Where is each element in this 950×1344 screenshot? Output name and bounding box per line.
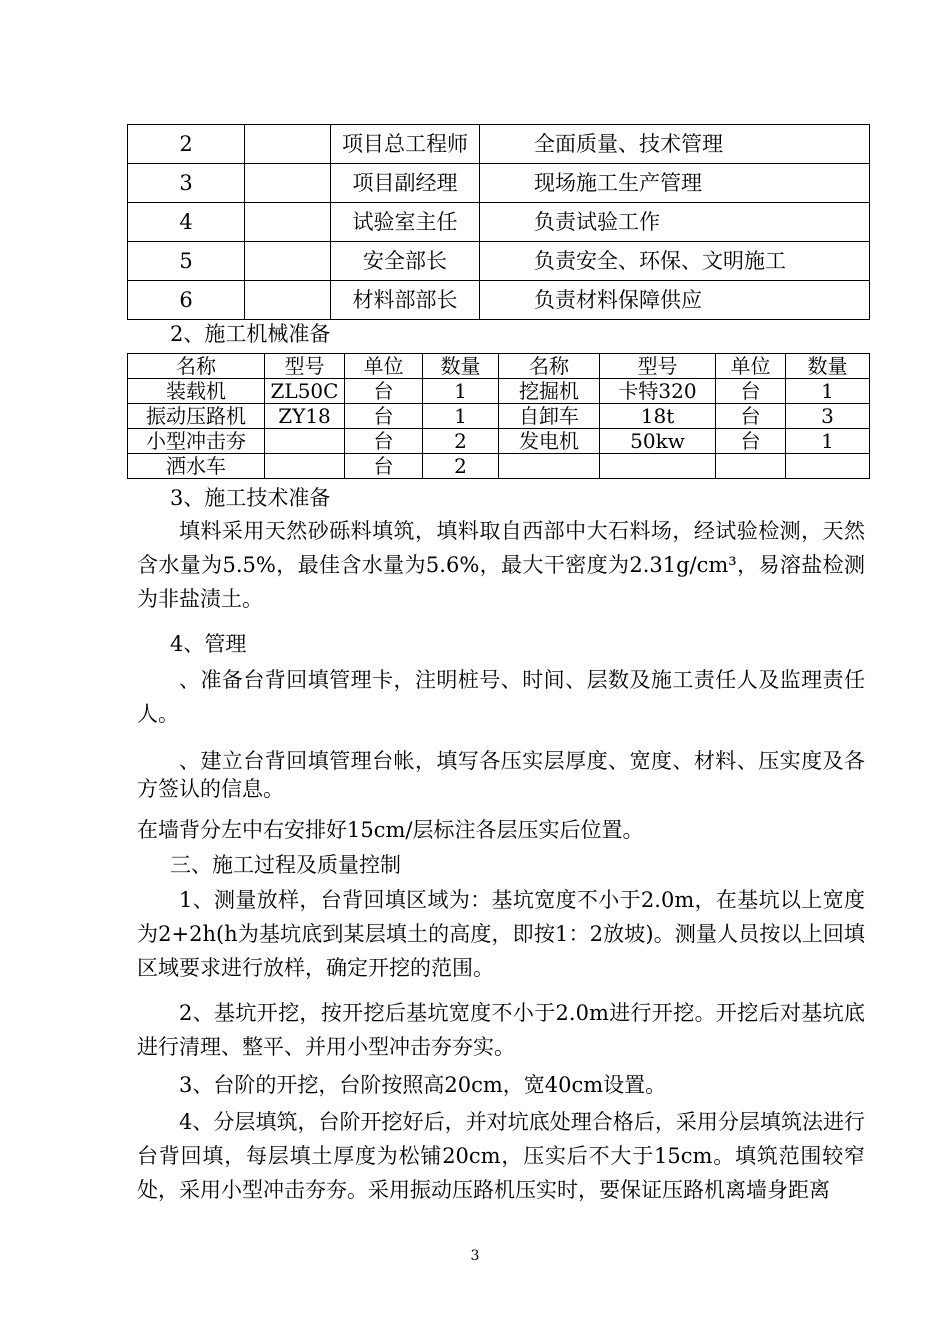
machinery-cell: 1	[423, 404, 499, 429]
machinery-cell: 2	[423, 454, 499, 479]
table-row	[128, 404, 870, 429]
page-number: 3	[470, 1248, 480, 1264]
staff-cell-duty: 负责试验工作	[480, 203, 870, 242]
table-row	[128, 242, 870, 281]
machinery-header-cell: 单位	[345, 354, 423, 379]
staff-cell-position: 材料部部长	[331, 281, 480, 320]
machinery-cell: ZY18	[265, 404, 345, 429]
machinery-cell: 洒水车	[128, 454, 265, 479]
machinery-header-cell: 型号	[265, 354, 345, 379]
staff-cell-name	[245, 242, 331, 281]
machinery-cell: 2	[423, 429, 499, 454]
staff-cell-name	[245, 125, 331, 164]
staff-cell-duty: 负责材料保障供应	[480, 281, 870, 320]
machinery-header-cell: 单位	[716, 354, 786, 379]
process-step-1: 1、测量放样，台背回填区域为：基坑宽度不小于2.0m，在基坑以上宽度为2+2h(h为基坑底到某层填土的高度，即按1：2放坡)。测量人员按以上回填区域要求进行放样，确定开挖的范围。	[137, 888, 865, 980]
staff-cell-name	[245, 164, 331, 203]
machinery-cell	[600, 454, 716, 479]
machinery-table	[127, 353, 870, 479]
table-row	[128, 379, 870, 404]
machinery-cell: 台	[716, 429, 786, 454]
machinery-cell: 1	[423, 379, 499, 404]
management-heading: 4、管理	[170, 632, 247, 656]
process-heading: 三、施工过程及质量控制	[170, 853, 401, 877]
staff-cell-position: 项目副经理	[331, 164, 480, 203]
machinery-header-cell: 数量	[423, 354, 499, 379]
machinery-cell: ZL50C	[265, 379, 345, 404]
machinery-cell	[265, 429, 345, 454]
machinery-cell	[265, 454, 345, 479]
machinery-cell: 挖掘机	[499, 379, 600, 404]
staff-cell-position: 项目总工程师	[331, 125, 480, 164]
table-row	[128, 203, 870, 242]
table-row	[128, 429, 870, 454]
machinery-header-cell: 数量	[786, 354, 870, 379]
machinery-cell: 卡特320	[600, 379, 716, 404]
staff-cell-name	[245, 281, 331, 320]
table-row	[128, 125, 870, 164]
table-header-row	[128, 354, 870, 379]
management-item-3: 在墙背分左中右安排好15cm/层标注各层压实后位置。	[137, 818, 644, 842]
machinery-cell: 1	[786, 429, 870, 454]
machinery-cell: 小型冲击夯	[128, 429, 265, 454]
machinery-cell	[786, 454, 870, 479]
machinery-cell: 台	[345, 379, 423, 404]
machinery-cell: 3	[786, 404, 870, 429]
tech-heading: 3、施工技术准备	[170, 486, 331, 510]
staff-table	[127, 124, 870, 320]
machinery-header-cell: 名称	[128, 354, 265, 379]
machinery-header-cell: 型号	[600, 354, 716, 379]
machinery-cell: 50kw	[600, 429, 716, 454]
machinery-cell: 台	[345, 404, 423, 429]
staff-cell-no: 3	[128, 164, 245, 203]
staff-cell-no: 5	[128, 242, 245, 281]
staff-cell-no: 6	[128, 281, 245, 320]
machinery-cell: 振动压路机	[128, 404, 265, 429]
table-row	[128, 454, 870, 479]
staff-cell-no: 4	[128, 203, 245, 242]
machinery-cell: 台	[345, 429, 423, 454]
machinery-cell: 18t	[600, 404, 716, 429]
table-row	[128, 281, 870, 320]
process-step-3: 3、台阶的开挖，台阶按照高20cm，宽40cm设置。	[179, 1073, 667, 1097]
machinery-heading: 2、施工机械准备	[170, 322, 331, 346]
machinery-cell	[499, 454, 600, 479]
tech-paragraph: 填料采用天然砂砾料填筑，填料取自西部中大石料场，经试验检测，天然含水量为5.5%，最佳含水量为5.6%，最大干密度为2.31g/cm³，易溶盐检测为非盐渍土。	[137, 519, 865, 611]
staff-cell-duty: 全面质量、技术管理	[480, 125, 870, 164]
management-item-1: 、准备台背回填管理卡，注明桩号、时间、层数及施工责任人及监理责任人。	[137, 668, 865, 726]
machinery-cell: 台	[345, 454, 423, 479]
process-step-2: 2、基坑开挖，按开挖后基坑宽度不小于2.0m进行开挖。开挖后对基坑底进行清理、整平、并用小型冲击夯夯实。	[137, 1001, 865, 1059]
machinery-cell: 台	[716, 379, 786, 404]
staff-cell-duty: 负责安全、环保、文明施工	[480, 242, 870, 281]
staff-cell-position: 安全部长	[331, 242, 480, 281]
staff-cell-name	[245, 203, 331, 242]
staff-cell-position: 试验室主任	[331, 203, 480, 242]
machinery-header-cell: 名称	[499, 354, 600, 379]
staff-cell-duty: 现场施工生产管理	[480, 164, 870, 203]
machinery-cell: 自卸车	[499, 404, 600, 429]
management-item-2: 、建立台背回填管理台帐，填写各压实层厚度、宽度、材料、压实度及各方签认的信息。	[137, 749, 865, 801]
machinery-cell: 台	[716, 404, 786, 429]
table-row	[128, 164, 870, 203]
process-step-4: 4、分层填筑，台阶开挖好后，并对坑底处理合格后，采用分层填筑法进行台背回填，每层填土厚度为松铺20cm，压实后不大于15cm。填筑范围较窄处，采用小型冲击夯夯。采用振动压路机压实时，要保证压路机离墙身距离	[137, 1110, 865, 1202]
machinery-cell: 发电机	[499, 429, 600, 454]
machinery-cell: 装载机	[128, 379, 265, 404]
machinery-cell	[716, 454, 786, 479]
staff-cell-no: 2	[128, 125, 245, 164]
machinery-cell: 1	[786, 379, 870, 404]
